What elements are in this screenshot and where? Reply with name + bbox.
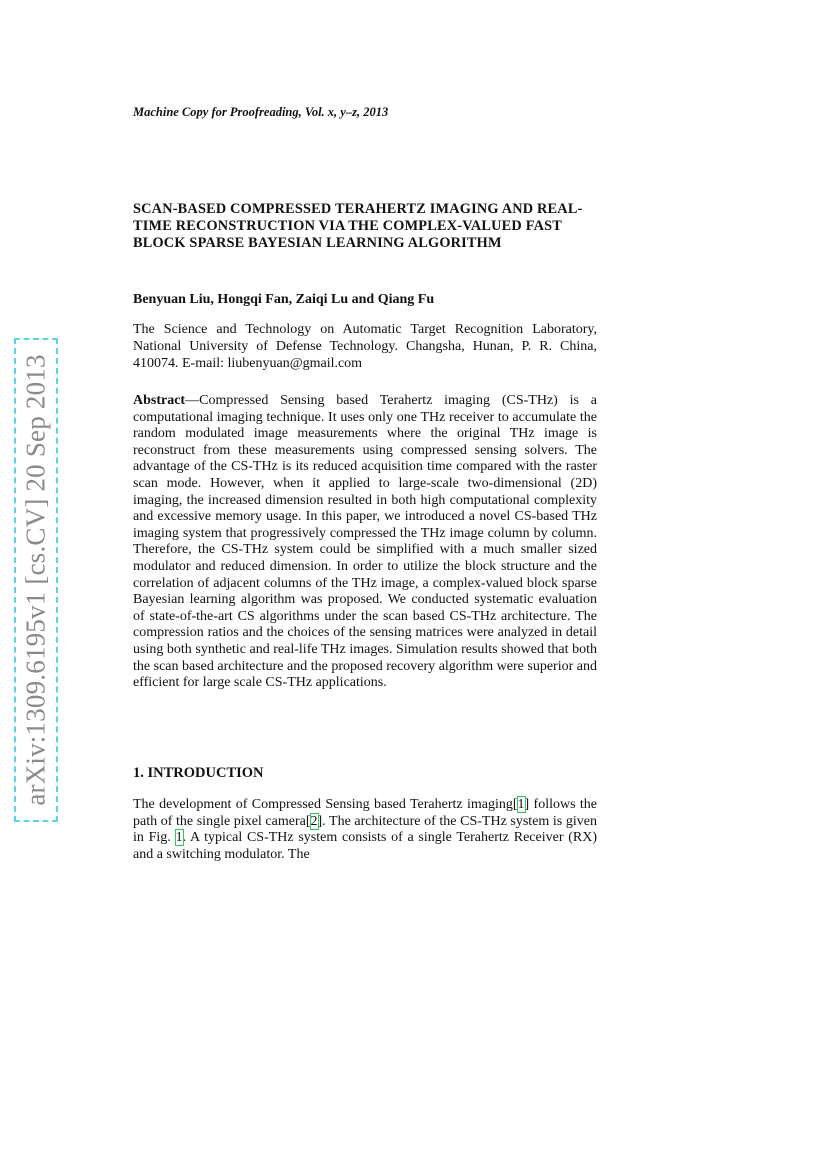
intro-text: . The architecture of the CS-THz system is given in Fig. bbox=[133, 813, 597, 846]
introduction-paragraph: The development of Compressed Sensing based Terahertz imaging[1] follows the path of the single pixel camera[2]. The architecture of the CS-THz system is given in Fig. 1. A typical CS-THz system consists of a single Terahertz Receiver (RX) and a switching modulator. The bbox=[133, 797, 597, 862]
running-head: Machine Copy for Proofreading, Vol. x, y–z, 2013 bbox=[133, 105, 389, 119]
citation-link[interactable]: 2 bbox=[310, 813, 318, 829]
intro-text: follows the path of the single pixel camera bbox=[133, 797, 597, 829]
citation-link[interactable]: 1 bbox=[517, 797, 525, 812]
intro-text: The development of Compressed Sensing based Terahertz imaging bbox=[133, 797, 513, 812]
abstract-label: Abstract bbox=[133, 393, 186, 408]
figure-reference-link[interactable]: 1 bbox=[175, 830, 183, 846]
affiliation: The Science and Technology on Automatic Target Recognition Laboratory, National University of Defense Technology. Changsha, Hunan, P. R. China, 410074. E-mail: liubenyuan@gmail.com bbox=[133, 322, 597, 371]
arxiv-identifier: arXiv:1309.6195v1 [cs.CV] 20 Sep 2013 bbox=[20, 354, 51, 806]
intro-text: . A typical CS-THz system consists of a single Terahertz Receiver (RX) and a switching modulator. The bbox=[133, 830, 597, 862]
author-list: Benyuan Liu, Hongqi Fan, Zaiqi Lu and Qiang Fu bbox=[133, 292, 435, 307]
section-heading-introduction: 1. INTRODUCTION bbox=[133, 765, 264, 781]
abstract-text: —Compressed Sensing based Terahertz imaging (CS-THz) is a computational imaging technique. It uses only one THz receiver to accumulate the random modulated image measurements where the original THz image is reconstruct from these measurements using compressed sensing solvers. The advantage of the CS-THz is its reduced acquisition time compared with the raster scan mode. However, when it applied to large-scale two-dimensional (2D) imaging, the increased dimension resulted in both high computational complexity and excessive memory usage. In this paper, we introduced a novel CS-based THz imaging system that progressively compressed the THz image column by column. Therefore, the CS-THz system could be simplified with a much smaller sized modulator and reduced dimension. In order to utilize the block structure and the correlation of adjacent columns of the THz image, a complex-valued block sparse Bayesian learning algorithm was proposed. We conducted systematic evaluation of state-of-the-art CS algorithms under the scan based CS-THz architecture. The compression ratios and the choices of the sensing matrices were analyzed in detail using both synthetic and real-life THz images. Simulation results showed that both the scan based architecture and the proposed recovery algorithm were superior and efficient for large scale CS-THz applications. bbox=[133, 393, 597, 691]
abstract bbox=[133, 393, 597, 692]
paper-title: SCAN-BASED COMPRESSED TERAHERTZ IMAGING AND REAL-TIME RECONSTRUCTION VIA THE COMPLEX-VALUED FAST BLOCK SPARSE BAYESIAN LEARNING ALGORITHM bbox=[133, 201, 583, 251]
